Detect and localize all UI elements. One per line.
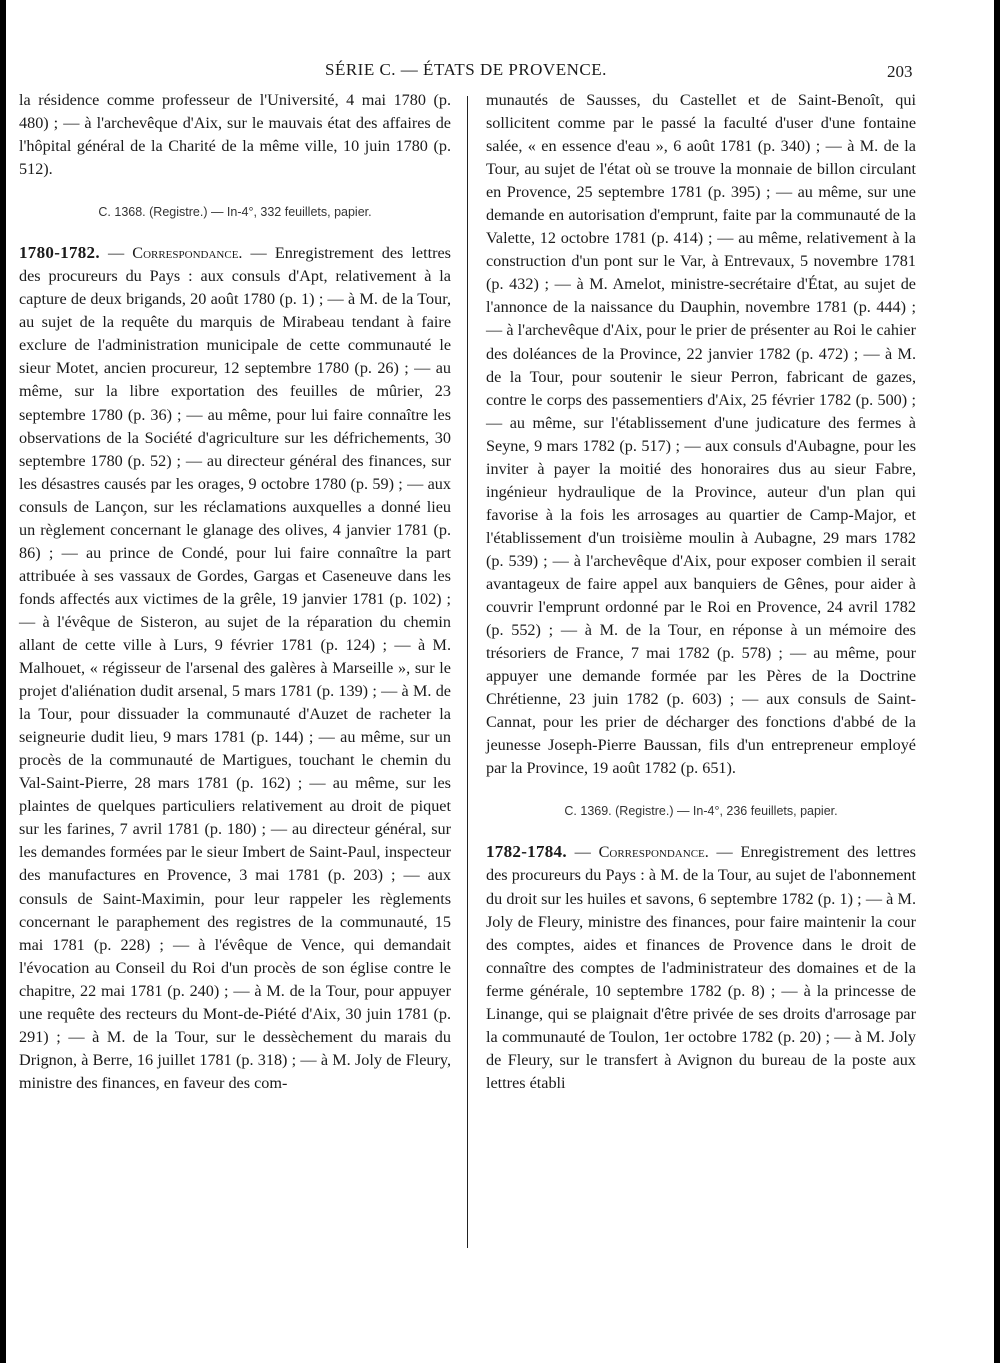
scan-edge-right (994, 0, 1000, 1363)
right-paragraph-continued: munautés de Sausses, du Castellet et de Saint-Benoît, qui sollicitent comme par le passé la faculté d'user d'une fontaine salée, « en essence d'eau », 6 août 1781 (p. 340) ; — à M. de la Tour, au sujet de l'état où se trouve la monnaie de billon circulant en Provence, 25 septembre 1781 (p. 395) ; — au même, sur une demande en autorisation d'emprunt, faite par la communauté de la Valette, 12 octobre 1781 (p. 414) ; — au même, relativement à la construction d'un pont sur le Var, à Entrevaux, 5 novembre 1781 (p. 432) ; — à M. Amelot, ministre-secrétaire d'État, au sujet de l'annonce de la naissance du Dauphin, novembre 1781 (p. 444) ; — à l'archevêque d'Aix, pour le prier de présenter au Roi le cahier des doléances de la Province, 22 janvier 1782 (p. 472) ; — à M. de la Tour, pour soutenir le sieur Perron, fabricant de gazes, contre le corps des passementiers d'Aix, 25 février 1782 (p. 500) ; — au même, sur l'établissement d'une judicature des fermes à Seyne, 9 mars 1782 (p. 517) ; — aux consuls d'Aubagne, pour les inviter à payer la moitié des honoraires dus au sieur Fabre, ingénieur hydraulique de la Province, auteur d'un plan qui favorise à la fois les arrosages au quartier de Camp-Major, et l'établissement d'un troisième moulin à Aubagne, 29 mars 1782 (p. 539) ; — à l'archevêque d'Aix, pour exposer combien il serait avantageux de faire appel aux banquiers de Gênes, pour aider à couvrir l'emprunt ordonné par le Roi en Provence, 24 avril 1782 (p. 552) ; — à M. de la Tour, en réponse à un mémoire des trésoriers de France, 7 mai 1782 (p. 578) ; — au même, pour appuyer une demande formée par les Pères de la Doctrine Chrétienne, 23 juin 1782 (p. 603) ; — aux consuls de Saint-Cannat, pour les prier de décharger des fonctions d'abbé de la jeunesse Joseph-Pierre Baussan, fils d'un entrepreneur employé par la Province, 19 août 1782 (p. 651). (486, 91, 916, 778)
entry-text: — Enregistrement des lettres des procureurs du Pays : à M. de la Tour, au sujet de l'abonnement du droit sur les huiles et savons, 6 septembre 1782 (p. 1) ; — à M. Joly de Fleury, ministre des finances, pour faire maintenir la cour des comptes, aides et finances de Provence dans le droit de connaître des comptes de l'administrateur des domaines et de la ferme générale, 10 septembre 1782 (p. 8) ; — à la princesse de Linange, qui se plaignait d'être privée de ses droits d'arrosage par la communauté de Toulon, 1er octobre 1782 (p. 20) ; — à M. Joly de Fleury, sur le transfert à Avignon du bureau de la poste aux lettres établi (486, 843, 916, 1092)
entry-c1368 (19, 241, 451, 1095)
entry-heading: — Correspondance. (108, 244, 243, 263)
register-note-c1369: C. 1369. (Registre.) — In-4°, 236 feuillets, papier. (564, 804, 838, 819)
entry-date: 1780-1782. (19, 243, 100, 263)
register-note-c1368: C. 1368. (Registre.) — In-4°, 332 feuillets, papier. (98, 205, 372, 220)
entry-heading: — Correspondance. (574, 843, 709, 862)
entry-c1369 (486, 840, 916, 1095)
right-column (486, 89, 916, 1095)
running-header: SÉRIE C. — ÉTATS DE PROVENCE. (325, 60, 607, 79)
scan-edge-left (0, 0, 6, 1363)
page-number: 203 (887, 62, 913, 81)
left-column (19, 89, 451, 1095)
entry-date: 1782-1784. (486, 842, 567, 862)
entry-text: — Enregistrement des lettres des procureurs du Pays : aux consuls d'Apt, relativement à la capture de deux brigands, 20 août 1780 (p. 1) ; — à M. de la Tour, au sujet de la requête du marquis de Mirabeau tendant à faire exclure de l'administration municipale de cette communauté le sieur Motet, ancien procureur, 12 septembre 1780 (p. 26) ; — au même, sur la libre exportation des feuilles de mûrier, 23 septembre 1780 (p. 36) ; — au même, pour lui faire connaître les observations de la Société d'agriculture sur les défrichements, 30 septembre 1780 (p. 52) ; — au directeur général des finances, sur les désastres causés par les orages, 9 octobre 1780 (p. 59) ; — aux consuls de Lançon, sur les réclamations auxquelles a donné lieu un règlement concernant le glanage des olives, 4 janvier 1781 (p. 86) ; — au prince de Condé, pour lui faire connaître la part attribuée à ses vassaux de Gordes, Gargas et Caseneuve dans les fonds affectés aux victimes de la grêle, 19 janvier 1781 (p. 102) ; — à l'évêque de Sisteron, au sujet de la réparation du chemin allant de cette ville à Lurs, 9 février 1781 (p. 124) ; — à M. Malhouet, « régisseur de l'arsenal des galères à Marseille », sur le projet d'aliénation dudit arsenal, 5 mars 1781 (p. 139) ; — à M. de la Tour, pour dissuader la communauté d'Auzet de racheter la seigneurie dudit lieu, 9 mars 1781 (p. 144) ; — au même, sur un procès de la communauté de Martigues, touchant le chemin du Val-Saint-Pierre, 28 mars 1781 (p. 162) ; — au même, sur les plaintes de quelques particuliers relativement au droit de piquet sur les farines, 7 avril 1781 (p. 180) ; — au directeur général, sur les demandes formées par le sieur Imbert de Saint-Paul, inspecteur des manufactures en Provence, 3 mai 1781 (p. 203) ; — aux consuls de Saint-Maximin, pour leur rappeler les règlements concernant le paraphement des registres de la communauté, 15 mai 1781 (p. 228) ; — à l'évêque de Vence, qui demandait l'évocation au Conseil du Roi d'un procès de son église contre le chapitre, 22 mai 1781 (p. 240) ; — à M. de la Tour, pour appuyer une requête des recteurs du Mont-de-Piété d'Aix, 30 juin 1781 (p. 291) ; — à M. de la Tour, sur le dessèchement du marais du Drignon, à Berre, 16 juillet 1781 (p. 318) ; — à M. Joly de Fleury, ministre des finances, en faveur des com- (19, 244, 451, 1092)
column-rule (467, 96, 468, 1248)
left-paragraph-continued: la résidence comme professeur de l'Université, 4 mai 1780 (p. 480) ; — à l'archevêque d'Aix, sur le mauvais état des affaires de l'hôpital général de la Charité de la même ville, 10 juin 1780 (p. 512). (19, 91, 451, 179)
